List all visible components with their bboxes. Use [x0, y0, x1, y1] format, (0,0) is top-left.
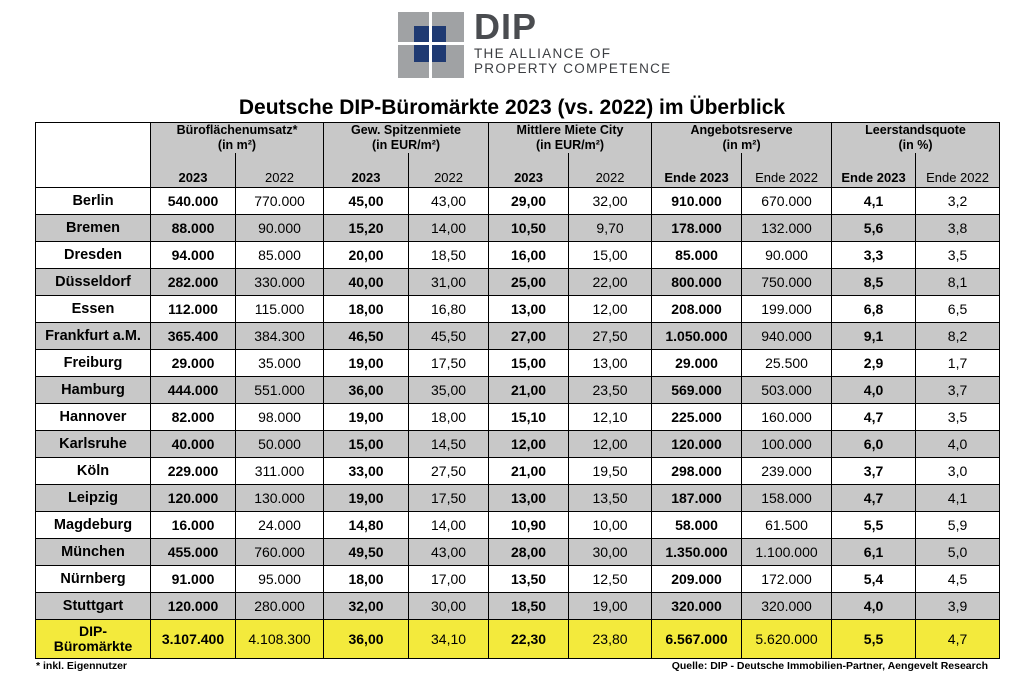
table-cell: 3,7 — [832, 458, 916, 485]
table-cell: 4,7 — [832, 404, 916, 431]
table-cell: 21,00 — [489, 458, 569, 485]
table-cell: 49,50 — [324, 539, 409, 566]
city-cell: Essen — [36, 296, 151, 323]
table-row — [36, 458, 1000, 485]
table-cell: 40.000 — [151, 431, 236, 458]
table-cell: 4,7 — [832, 485, 916, 512]
table-row — [36, 485, 1000, 512]
table-cell: 444.000 — [151, 377, 236, 404]
table-cell: 5,9 — [916, 512, 1000, 539]
table-cell: 280.000 — [236, 593, 324, 620]
table-cell: 17,50 — [409, 350, 489, 377]
table-body — [36, 188, 1000, 659]
table-row — [36, 593, 1000, 620]
table-cell: 115.000 — [236, 296, 324, 323]
table-cell: 120.000 — [652, 431, 742, 458]
group-header: Gew. Spitzenmiete (in EUR/m²) — [324, 123, 489, 154]
table-cell: 18,00 — [324, 566, 409, 593]
table-cell: 90.000 — [236, 215, 324, 242]
table-cell: 9,1 — [832, 323, 916, 350]
table-cell: 10,90 — [489, 512, 569, 539]
table-cell: 18,50 — [489, 593, 569, 620]
total-label: DIP- Büromärkte — [36, 620, 151, 659]
table-cell: 670.000 — [742, 188, 832, 215]
table-cell: 15,10 — [489, 404, 569, 431]
table-cell: 12,00 — [569, 431, 652, 458]
table-cell: 19,00 — [324, 485, 409, 512]
table-cell: 5,5 — [832, 620, 916, 659]
table-cell: 3,5 — [916, 404, 1000, 431]
city-cell: Stuttgart — [36, 593, 151, 620]
year-header: 2023 — [151, 153, 236, 188]
table-cell: 15,20 — [324, 215, 409, 242]
table-cell: 4,1 — [832, 188, 916, 215]
table-cell: 19,00 — [324, 404, 409, 431]
table-cell: 24.000 — [236, 512, 324, 539]
city-cell: Köln — [36, 458, 151, 485]
page-title: Deutsche DIP-Büromärkte 2023 (vs. 2022) im Überblick — [238, 96, 786, 119]
group-header: Angebotsreserve (in m²) — [652, 123, 832, 154]
table-cell: 209.000 — [652, 566, 742, 593]
table-row — [36, 431, 1000, 458]
table-row — [36, 404, 1000, 431]
table-cell: 12,00 — [489, 431, 569, 458]
table-cell: 32,00 — [569, 188, 652, 215]
table-cell: 45,00 — [324, 188, 409, 215]
table-row — [36, 566, 1000, 593]
table-cell: 120.000 — [151, 485, 236, 512]
table-cell: 19,00 — [569, 593, 652, 620]
table-cell: 551.000 — [236, 377, 324, 404]
table-cell: 15,00 — [569, 242, 652, 269]
year-header: 2023 — [489, 153, 569, 188]
table-cell: 6,8 — [832, 296, 916, 323]
table-cell: 13,00 — [569, 350, 652, 377]
table-cell: 61.500 — [742, 512, 832, 539]
city-cell: Frankfurt a.M. — [36, 323, 151, 350]
table-cell: 21,00 — [489, 377, 569, 404]
table-cell: 31,00 — [409, 269, 489, 296]
table-cell: 36,00 — [324, 377, 409, 404]
table-cell: 15,00 — [324, 431, 409, 458]
source-note: Quelle: DIP - Deutsche Immobilien-Partner, Aengevelt Research — [671, 660, 988, 672]
footnote: * inkl. Eigennutzer — [36, 660, 128, 672]
table-cell: 33,00 — [324, 458, 409, 485]
table-cell: 13,50 — [489, 566, 569, 593]
table-cell: 50.000 — [236, 431, 324, 458]
table-cell: 43,00 — [409, 539, 489, 566]
table-cell: 27,50 — [409, 458, 489, 485]
table-cell: 12,10 — [569, 404, 652, 431]
table-cell: 88.000 — [151, 215, 236, 242]
table-cell: 800.000 — [652, 269, 742, 296]
table-cell: 82.000 — [151, 404, 236, 431]
table-cell: 4,5 — [916, 566, 1000, 593]
group-header-row — [36, 123, 1000, 154]
year-header: 2022 — [236, 153, 324, 188]
table-cell: 18,50 — [409, 242, 489, 269]
city-cell: Leipzig — [36, 485, 151, 512]
table-cell: 18,00 — [324, 296, 409, 323]
table-cell: 4.108.300 — [236, 620, 324, 659]
table-cell: 320.000 — [652, 593, 742, 620]
table-cell: 540.000 — [151, 188, 236, 215]
table-cell: 14,00 — [409, 512, 489, 539]
table-cell: 8,2 — [916, 323, 1000, 350]
table-cell: 172.000 — [742, 566, 832, 593]
table-cell: 365.400 — [151, 323, 236, 350]
table-cell: 91.000 — [151, 566, 236, 593]
table-cell: 25.500 — [742, 350, 832, 377]
table-cell: 3,7 — [916, 377, 1000, 404]
city-cell: Nürnberg — [36, 566, 151, 593]
table-cell: 750.000 — [742, 269, 832, 296]
year-header: Ende 2022 — [916, 153, 1000, 188]
table-cell: 98.000 — [236, 404, 324, 431]
table-cell: 4,0 — [916, 431, 1000, 458]
group-header: Leerstandsquote (in %) — [832, 123, 1000, 154]
table-cell: 770.000 — [236, 188, 324, 215]
table-cell: 3,3 — [832, 242, 916, 269]
table-cell: 3.107.400 — [151, 620, 236, 659]
table-cell: 4,0 — [832, 593, 916, 620]
table-cell: 30,00 — [409, 593, 489, 620]
table-cell: 5,6 — [832, 215, 916, 242]
table-cell: 5,4 — [832, 566, 916, 593]
city-cell: Düsseldorf — [36, 269, 151, 296]
table-cell: 32,00 — [324, 593, 409, 620]
table-row — [36, 215, 1000, 242]
table-row — [36, 242, 1000, 269]
table-cell: 14,50 — [409, 431, 489, 458]
table-cell: 3,2 — [916, 188, 1000, 215]
table-cell: 14,80 — [324, 512, 409, 539]
table-cell: 22,30 — [489, 620, 569, 659]
table-cell: 58.000 — [652, 512, 742, 539]
table-cell: 29.000 — [652, 350, 742, 377]
table-cell: 569.000 — [652, 377, 742, 404]
table-cell: 100.000 — [742, 431, 832, 458]
table-row — [36, 539, 1000, 566]
table-cell: 85.000 — [652, 242, 742, 269]
logo-tagline: THE ALLIANCE OF PROPERTY COMPETENCE — [474, 46, 672, 76]
table-cell: 6,1 — [832, 539, 916, 566]
city-cell: Dresden — [36, 242, 151, 269]
table-cell: 45,50 — [409, 323, 489, 350]
year-header: 2022 — [409, 153, 489, 188]
table-cell: 10,50 — [489, 215, 569, 242]
city-cell: Hannover — [36, 404, 151, 431]
table-cell: 330.000 — [236, 269, 324, 296]
table-cell: 4,0 — [832, 377, 916, 404]
year-header: Ende 2022 — [742, 153, 832, 188]
table-cell: 35.000 — [236, 350, 324, 377]
table-cell: 8,1 — [916, 269, 1000, 296]
table-cell: 16,00 — [489, 242, 569, 269]
table-cell: 178.000 — [652, 215, 742, 242]
table-cell: 311.000 — [236, 458, 324, 485]
table-row — [36, 188, 1000, 215]
city-cell: Hamburg — [36, 377, 151, 404]
table-cell: 320.000 — [742, 593, 832, 620]
city-cell: München — [36, 539, 151, 566]
table-row — [36, 512, 1000, 539]
year-header: Ende 2023 — [652, 153, 742, 188]
table-row — [36, 350, 1000, 377]
table-cell: 3,5 — [916, 242, 1000, 269]
table-cell: 503.000 — [742, 377, 832, 404]
table-cell: 384.300 — [236, 323, 324, 350]
table-cell: 13,00 — [489, 296, 569, 323]
table-cell: 160.000 — [742, 404, 832, 431]
table-cell: 10,00 — [569, 512, 652, 539]
table-cell: 208.000 — [652, 296, 742, 323]
table-cell: 940.000 — [742, 323, 832, 350]
table-cell: 1.050.000 — [652, 323, 742, 350]
table-cell: 27,00 — [489, 323, 569, 350]
table-cell: 19,00 — [324, 350, 409, 377]
table-cell: 16.000 — [151, 512, 236, 539]
city-cell: Bremen — [36, 215, 151, 242]
group-header: Mittlere Miete City (in EUR/m²) — [489, 123, 652, 154]
table-cell: 130.000 — [236, 485, 324, 512]
table-cell: 5,5 — [832, 512, 916, 539]
table-cell: 1.100.000 — [742, 539, 832, 566]
table-cell: 90.000 — [742, 242, 832, 269]
table-cell: 36,00 — [324, 620, 409, 659]
table-cell: 94.000 — [151, 242, 236, 269]
table-cell: 6,0 — [832, 431, 916, 458]
table-cell: 9,70 — [569, 215, 652, 242]
year-header-row — [36, 153, 1000, 188]
table-cell: 1.350.000 — [652, 539, 742, 566]
table-cell: 95.000 — [236, 566, 324, 593]
table-cell: 3,0 — [916, 458, 1000, 485]
table-cell: 5,0 — [916, 539, 1000, 566]
table-cell: 282.000 — [151, 269, 236, 296]
table-cell: 3,9 — [916, 593, 1000, 620]
table-cell: 43,00 — [409, 188, 489, 215]
table-cell: 5.620.000 — [742, 620, 832, 659]
office-market-table — [35, 122, 1000, 659]
table-cell: 910.000 — [652, 188, 742, 215]
table-cell: 85.000 — [236, 242, 324, 269]
table-cell: 1,7 — [916, 350, 1000, 377]
table-cell: 760.000 — [236, 539, 324, 566]
table-cell: 3,8 — [916, 215, 1000, 242]
table-cell: 199.000 — [742, 296, 832, 323]
table-cell: 27,50 — [569, 323, 652, 350]
table-cell: 2,9 — [832, 350, 916, 377]
corner-cell — [36, 123, 151, 188]
table-cell: 4,1 — [916, 485, 1000, 512]
year-header: Ende 2023 — [832, 153, 916, 188]
city-cell: Karlsruhe — [36, 431, 151, 458]
table-cell: 229.000 — [151, 458, 236, 485]
table-cell: 120.000 — [151, 593, 236, 620]
table-row — [36, 269, 1000, 296]
table-cell: 13,00 — [489, 485, 569, 512]
table-cell: 455.000 — [151, 539, 236, 566]
table-cell: 22,00 — [569, 269, 652, 296]
table-cell: 17,50 — [409, 485, 489, 512]
table-cell: 15,00 — [489, 350, 569, 377]
table-cell: 23,80 — [569, 620, 652, 659]
table-cell: 29.000 — [151, 350, 236, 377]
table-cell: 12,50 — [569, 566, 652, 593]
table-cell: 298.000 — [652, 458, 742, 485]
table-cell: 20,00 — [324, 242, 409, 269]
table-cell: 29,00 — [489, 188, 569, 215]
group-header: Büroflächenumsatz* (in m²) — [151, 123, 324, 154]
table-cell: 25,00 — [489, 269, 569, 296]
table-cell: 158.000 — [742, 485, 832, 512]
table-cell: 17,00 — [409, 566, 489, 593]
table-cell: 187.000 — [652, 485, 742, 512]
table-cell: 12,00 — [569, 296, 652, 323]
table-row — [36, 323, 1000, 350]
table-cell: 46,50 — [324, 323, 409, 350]
table-row — [36, 296, 1000, 323]
table-cell: 40,00 — [324, 269, 409, 296]
table-cell: 19,50 — [569, 458, 652, 485]
table-row — [36, 377, 1000, 404]
table-cell: 6.567.000 — [652, 620, 742, 659]
dip-logo — [398, 6, 672, 78]
table-cell: 23,50 — [569, 377, 652, 404]
table-cell: 28,00 — [489, 539, 569, 566]
city-cell: Magdeburg — [36, 512, 151, 539]
table-cell: 239.000 — [742, 458, 832, 485]
table-cell: 16,80 — [409, 296, 489, 323]
year-header: 2022 — [569, 153, 652, 188]
year-header: 2023 — [324, 153, 409, 188]
table-cell: 4,7 — [916, 620, 1000, 659]
table-cell: 30,00 — [569, 539, 652, 566]
city-cell: Freiburg — [36, 350, 151, 377]
table-cell: 8,5 — [832, 269, 916, 296]
table-cell: 18,00 — [409, 404, 489, 431]
table-cell: 13,50 — [569, 485, 652, 512]
city-cell: Berlin — [36, 188, 151, 215]
table-cell: 132.000 — [742, 215, 832, 242]
table-cell: 225.000 — [652, 404, 742, 431]
table-cell: 6,5 — [916, 296, 1000, 323]
table-cell: 112.000 — [151, 296, 236, 323]
total-row — [36, 620, 1000, 659]
table-cell: 34,10 — [409, 620, 489, 659]
logo-brand: DIP — [474, 6, 538, 47]
table-cell: 35,00 — [409, 377, 489, 404]
table-cell: 14,00 — [409, 215, 489, 242]
